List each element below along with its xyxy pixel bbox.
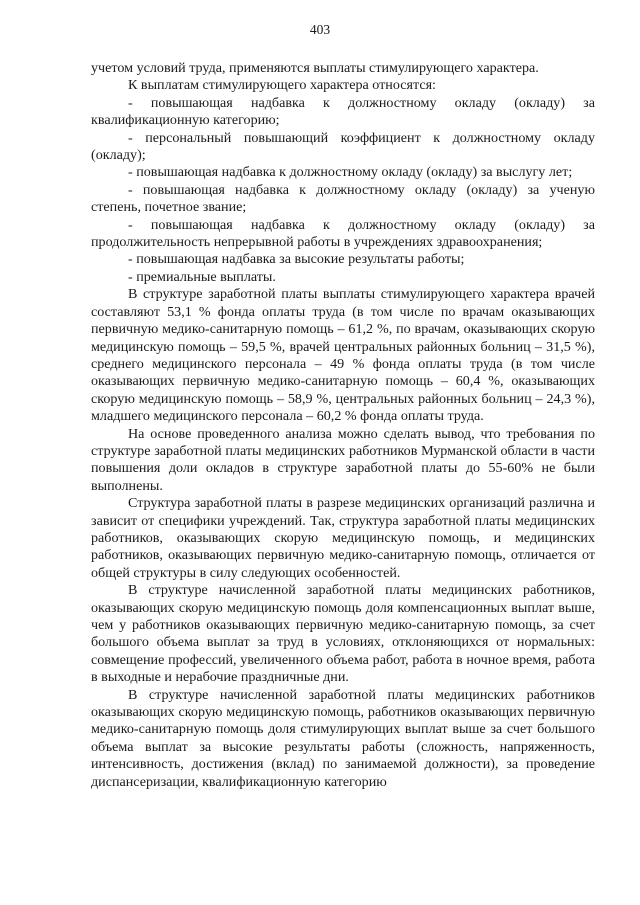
body-paragraph: На основе проведенного анализа можно сделать вывод, что требования по структуре заработной платы медицинских работников Мурманской области в части повышения доли окладов в структуре заработной платы до 55-60% не были выполнены. [91,425,595,494]
body-paragraph: В структуре заработной платы выплаты стимулирующего характера врачей составляют 53,1 % фонда оплаты труда (в том числе по врачам оказывающих первичную медико-санитарную помощь – 61,2 %, по врачам, оказывающих скорую медицинскую помощь – 59,5 %, врачей центральных районных больниц – 31,5 %), среднего медицинского персонала – 49 % фонда оплаты труда (в том числе оказывающих первичную медико-санитарную помощь – 60,4 %, оказывающих скорую медицинскую помощь – 58,9 %, центральных районных больниц – 24,3 %), младшего медицинского персонала – 60,2 % фонда оплаты труда. [91,286,595,425]
body-paragraph: учетом условий труда, применяются выплаты стимулирующего характера. [91,60,539,76]
list-item: - повышающая надбавка к должностному окладу (окладу) за квалификационную категорию; [91,94,595,129]
body-paragraph: Структура заработной платы в разрезе медицинских организаций различна и зависит от специфики учреждений. Так, структура заработной платы медицинских работников, оказывающих скорую медицинскую помощь, и медицинских работников, оказывающих первичную медико-санитарную помощь, отличается от общей структуры в силу следующих особенностей. [91,495,595,581]
list-item: - повышающая надбавка к должностному окладу (окладу) за выслугу лет; [128,164,573,181]
body-paragraph: В структуре начисленной заработной платы медицинских работников оказывающих скорую медицинскую помощь, работников оказывающих первичную медико-санитарную помощь доля стимулирующих выплат выше за счет большого объема выплат за высокие результаты работы (сложность, напряженность, интенсивность, достижения (вклад) по занимаемой должности), за проведение диспансеризации, квалификационную категорию [91,686,595,790]
body-paragraph: К выплатам стимулирующего характера относятся: [128,77,436,94]
document-body [91,60,595,791]
body-paragraph: В структуре начисленной заработной платы медицинских работников, оказывающих скорую медицинскую помощь доля компенсационных выплат выше, чем у работников оказывающих первичную медико-санитарную помощь, за счет большого объема выплат за труд в условиях, отклоняющихся от нормальных: совмещение профессий, увеличенного объема работ, работа в ночное время, работа в выходные и нерабочие праздничные дни. [91,582,595,686]
list-item: - повышающая надбавка к должностному окладу (окладу) за ученую степень, почетное звание; [91,181,595,216]
list-item: - премиальные выплаты. [128,268,276,285]
list-item: - повышающая надбавка за высокие результаты работы; [128,251,465,268]
list-item: - персональный повышающий коэффициент к должностному окладу (окладу); [91,129,595,164]
page-number: 403 [309,22,331,37]
list-item: - повышающая надбавка к должностному окладу (окладу) за продолжительность непрерывной работы в учреждениях здравоохранения; [91,216,595,251]
